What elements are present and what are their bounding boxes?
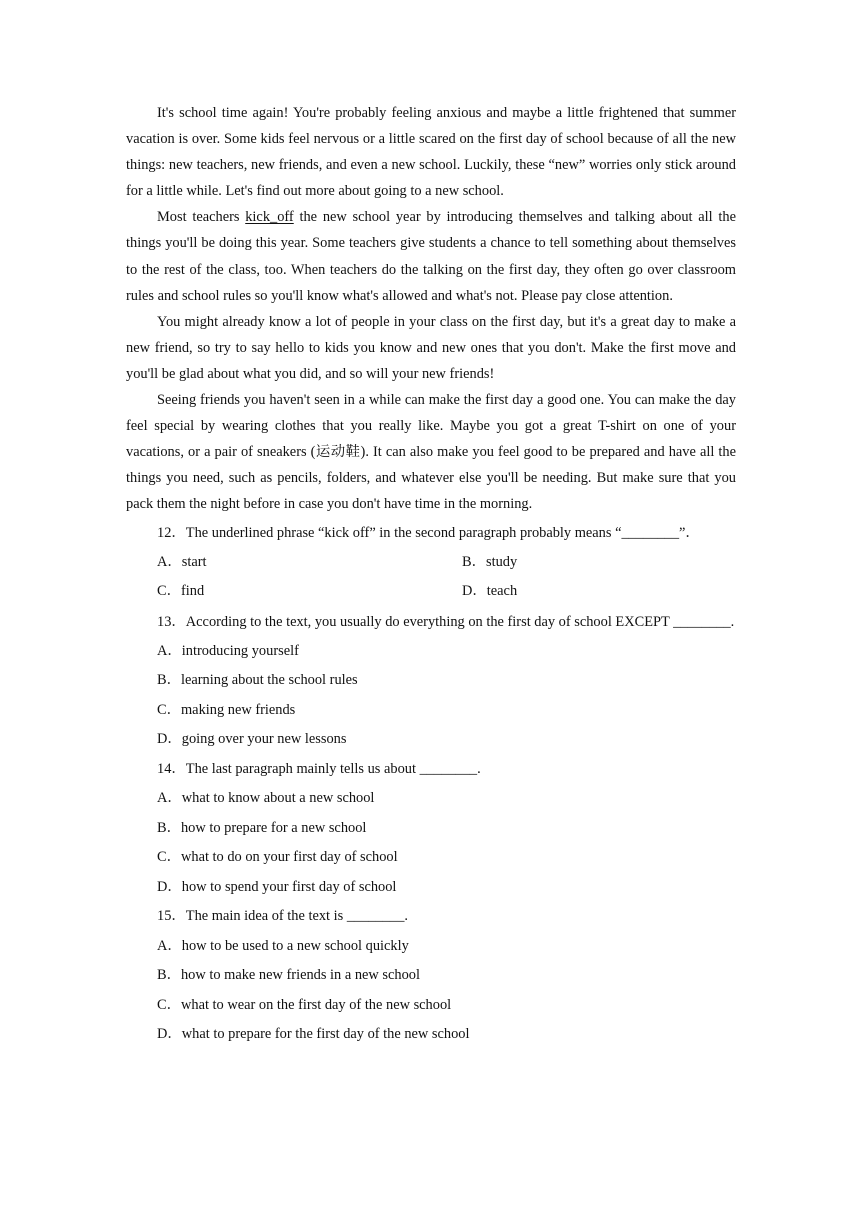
paragraph-4: Seeing friends you haven't seen in a while can make the first day a good one. You can make the day feel special by wearing clothes that you really like. Maybe you got a great T-shirt on one of your vacations, or a pair of sneakers (运动鞋). It can also make you feel good to be prepared and have all the things you need, such as pencils, folders, and whatever else you'll be needing. But make sure that you pack them the night before in case you don't have time in the morning.	[126, 392, 736, 513]
option-12-c: C．find	[157, 583, 205, 600]
paragraph-2-text-start: Most teachers	[157, 209, 246, 226]
option-13-b: B．learning about the school rules	[157, 672, 358, 689]
option-12-d: D．teach	[462, 583, 518, 600]
option-12-b: B．study	[462, 553, 518, 570]
option-15-b: B．how to make new friends in a new school	[157, 967, 420, 984]
paragraph-1: It's school time again! You're probably feeling anxious and maybe a little frightened that summer vacation is over. Some kids feel nervous or a little scared on the first day of school because of all the new things: new teachers, new friends, and even a new school. Luckily, these “new” worries only stick around for a little while. Let's find out more about going to a new school.	[126, 105, 736, 200]
reading-passage	[126, 100, 736, 1048]
question-12-options	[126, 546, 736, 605]
question-15-stem: 15．The main idea of the text is ________.	[157, 908, 408, 925]
option-14-d: D．how to spend your first day of school	[157, 878, 397, 895]
question-15-options	[126, 930, 736, 1048]
option-15-d: D．what to prepare for the first day of the new school	[157, 1026, 470, 1043]
paragraph-3: You might already know a lot of people in your class on the first day, but it's a great day to make a new friend, so try to say hello to kids you know and new ones that you don't. Make the first move and you'll be glad about what you did, and so will your new friends!	[126, 313, 736, 382]
question-14-stem: 14．The last paragraph mainly tells us about ________.	[157, 760, 481, 777]
option-14-c: C．what to do on your first day of school	[157, 849, 398, 866]
question-13-stem: 13．According to the text, you usually do everything on the first day of school EXCEPT ________.	[157, 613, 735, 630]
option-13-a: A．introducing yourself	[157, 642, 299, 659]
paragraph-2-text-end: the new school year by introducing themselves and talking about all the things you'll be doing this year. Some teachers give students a chance to tell something about themselves to the rest of the class, too. When teachers do the talking on the first day, they often go over classroom rules and school rules so you'll know what's allowed and what's not. Please pay close attention.	[126, 209, 736, 304]
question-12-stem: 12．The underlined phrase “kick off” in the second paragraph probably means “________”．	[157, 524, 700, 541]
option-14-a: A．what to know about a new school	[157, 790, 375, 807]
option-13-c: C．making new friends	[157, 701, 296, 718]
question-14-options	[126, 782, 736, 900]
underlined-phrase: kick_off	[245, 209, 294, 226]
paragraph-2	[126, 204, 736, 308]
option-13-d: D．going over your new lessons	[157, 731, 347, 748]
question-13-options	[126, 635, 736, 753]
option-14-b: B．how to prepare for a new school	[157, 819, 367, 836]
option-12-a: A．start	[157, 553, 207, 570]
option-15-c: C．what to wear on the first day of the new school	[157, 996, 452, 1013]
option-15-a: A．how to be used to a new school quickly	[157, 937, 409, 954]
